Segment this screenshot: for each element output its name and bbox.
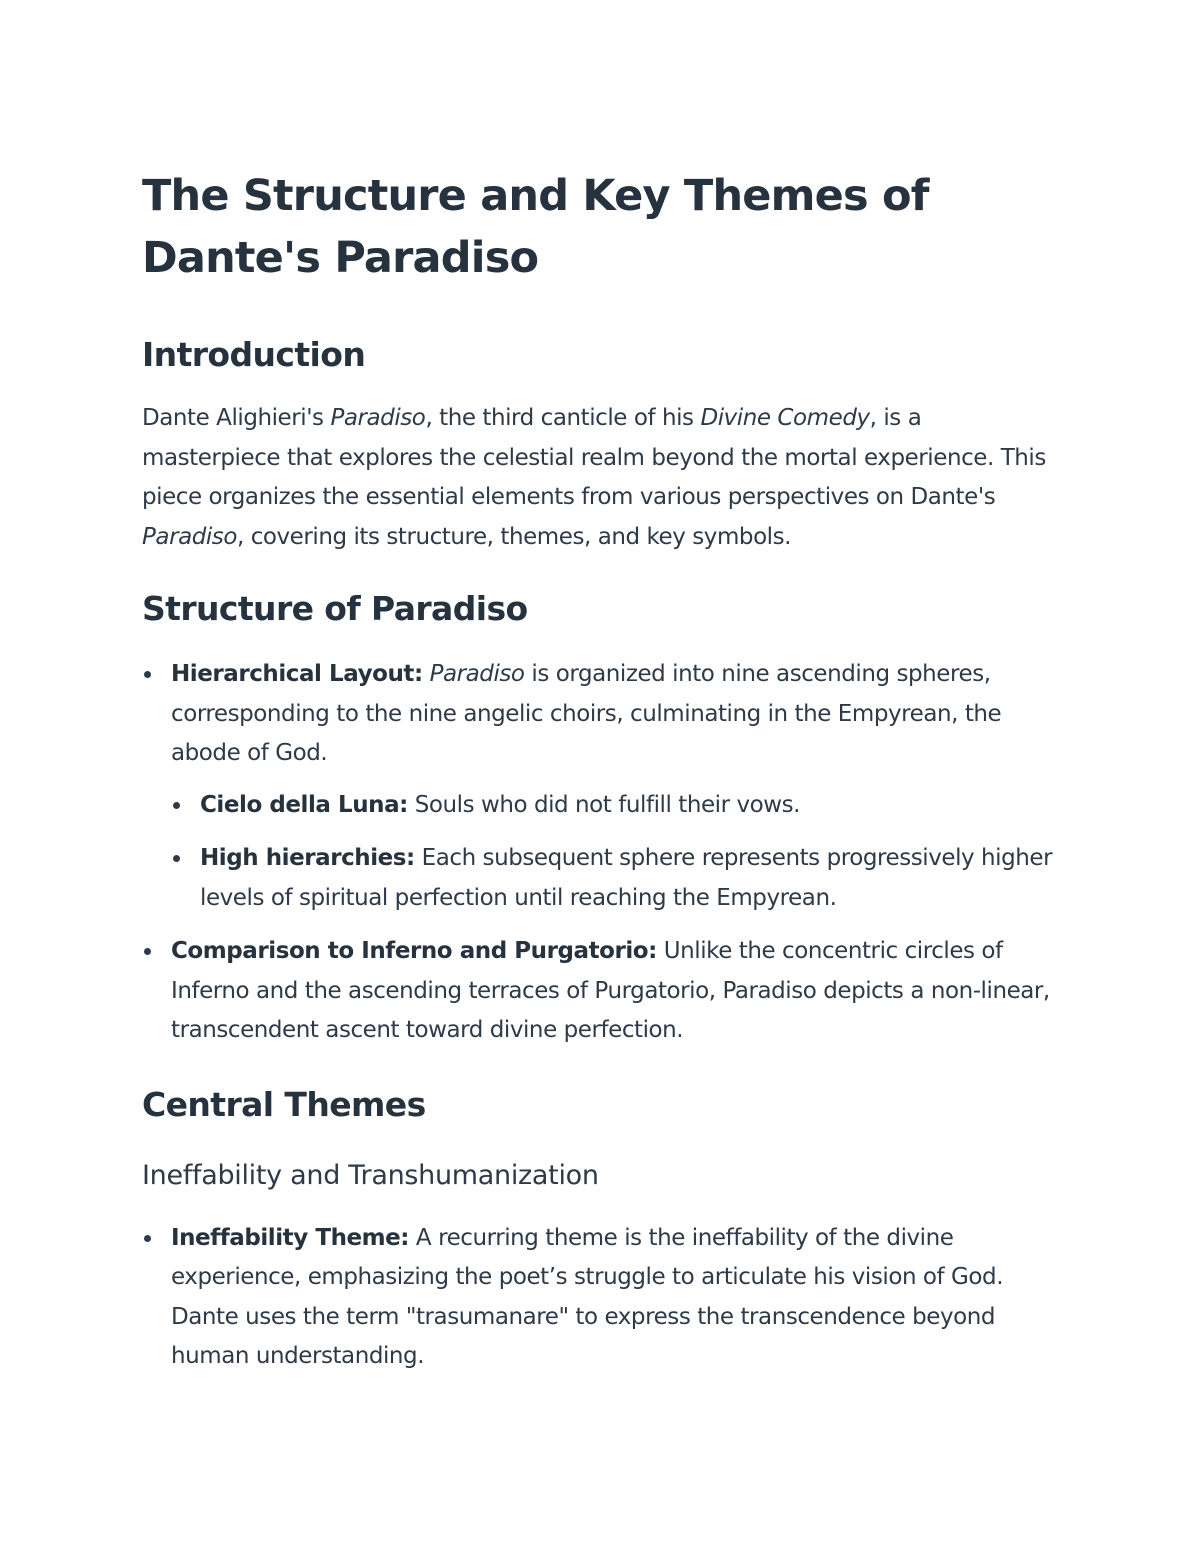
cielo-label: Cielo della Luna: xyxy=(200,791,408,818)
list-item-hierarchical-layout xyxy=(142,655,1062,918)
intro-text-4: , covering its structure, themes, and key symbols. xyxy=(236,523,792,550)
list-item-comparison xyxy=(142,932,1062,1051)
cielo-text: Souls who did not fulfill their vows. xyxy=(407,791,801,818)
structure-sub-list xyxy=(171,786,1062,919)
intro-text-3: , is a masterpiece that explores the celestial realm beyond the mortal experience. This piece organizes the essential elements from various perspectives on Dante's xyxy=(142,405,1046,510)
intro-text-2: , the third canticle of his xyxy=(425,405,701,431)
ineffability-subheading: Ineffability and Transhumanization xyxy=(142,1159,599,1191)
intro-italic-divine-comedy: Divine Comedy xyxy=(700,405,870,431)
introduction-heading: Introduction xyxy=(142,335,366,374)
intro-text-1: Dante Alighieri's xyxy=(142,405,331,431)
document-page xyxy=(142,165,1062,1377)
intro-italic-paradiso: Paradiso xyxy=(330,405,426,431)
comparison-label: Comparison to Inferno and Purgatorio: xyxy=(171,938,657,964)
list-item-ineffability-theme xyxy=(142,1219,1062,1377)
introduction-paragraph xyxy=(142,399,1062,557)
high-hierarchies-text: Each subsequent sphere represents progressively higher levels of spiritual perfection until reaching the Empyrean. xyxy=(200,845,1053,911)
ineffability-text: A recurring theme is the ineffability of the divine experience, emphasizing the poet’s struggle to articulate his vision of God. Dante uses the term "trasumanare" to express the transcendence beyond human understanding. xyxy=(171,1224,1004,1369)
ineffability-label: Ineffability Theme: xyxy=(171,1224,410,1251)
hierarchical-label: Hierarchical Layout: xyxy=(171,661,423,687)
comparison-text: Unlike the concentric circles of Inferno and the ascending terraces of Purgatorio, Paradiso depicts a non-linear, transcendent ascent toward divine perfection. xyxy=(171,938,1050,1043)
high-hierarchies-label: High hierarchies: xyxy=(200,845,415,871)
hierarchical-italic-paradiso: Paradiso xyxy=(429,661,525,687)
central-themes-heading: Central Themes xyxy=(142,1084,426,1124)
intro-italic-paradiso-2: Paradiso xyxy=(142,523,237,550)
hierarchical-text: is organized into nine ascending spheres, corresponding to the nine angelic choirs, culminating in the Empyrean, the abode of God. xyxy=(171,661,1002,766)
document-title: The Structure and Key Themes of Dante's Paradiso xyxy=(142,171,929,283)
themes-list xyxy=(142,1219,1062,1377)
structure-list xyxy=(142,655,1062,1051)
structure-heading: Structure of Paradiso xyxy=(142,589,528,628)
list-item-high-hierarchies xyxy=(171,839,1062,918)
list-item-cielo-della-luna xyxy=(171,786,1062,826)
